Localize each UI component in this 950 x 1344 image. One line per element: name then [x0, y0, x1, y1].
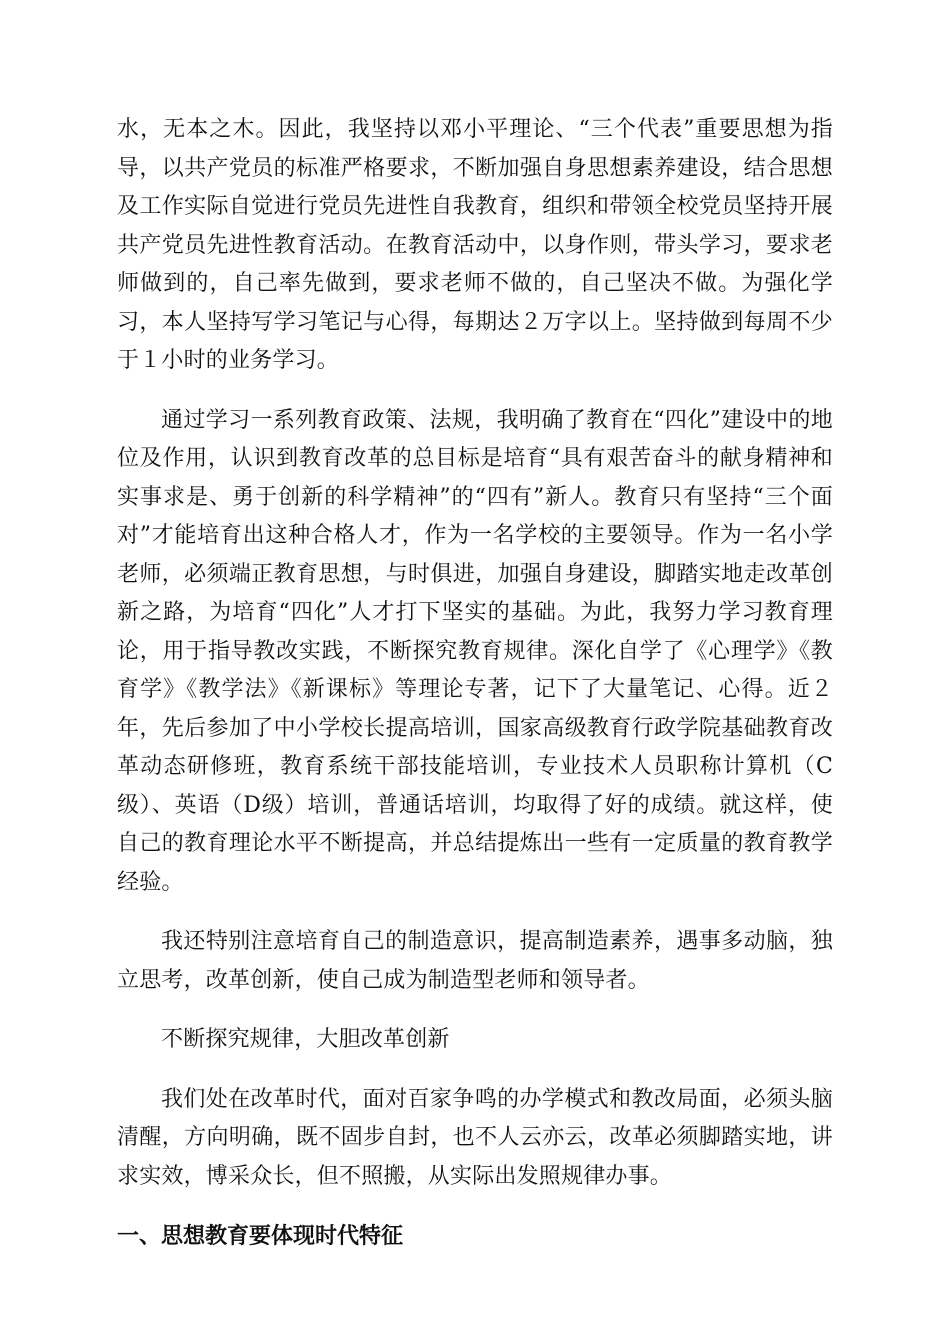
- paragraph-study-policies: 通过学习一系列教育政策、法规，我明确了教育在“四化”建设中的地位及作用，认识到教育改革的总目标是培育“具有艰苦奋斗的献身精神和实事求是、勇于创新的科学精神”的“四有”新人。教育只有坚持“三个面对”才能培育出这种合格人才，作为一名学校的主要领导。作为一名小学老师，必须端正教育思想，与时俱进，加强自身建设，脚踏实地走改革创新之路，为培育“四化”人才打下坚实的基础。为此，我努力学习教育理论，用于指导教改实践，不断探究教育规律。深化自学了《心理学》《教育学》《教学法》《新课标》等理论专著，记下了大量笔记、心得。近２年，先后参加了中小学校长提高培训，国家高级教育行政学院基础教育改革动态研修班，教育系统干部技能培训，专业技术人员职称计算机（C级）、英语（D级）培训，普通话培训，均取得了好的成绩。就这样，使自己的教育理论水平不断提高，并总结提炼出一些有一定质量的教育教学经验。: [117, 407, 833, 895]
- paragraph-continuation: 水，无本之木。因此，我坚持以邓小平理论、“三个代表”重要思想为指导，以共产党员的标准严格要求，不断加强自身思想素养建设，结合思想及工作实际自觉进行党员先进性自我教育，组织和带领全校党员坚持开展共产党员先进性教育活动。在教育活动中，以身作则，带头学习，要求老师做到的，自己率先做到，要求老师不做的，自己坚决不做。为强化学习，本人坚持写学习笔记与心得，每期达２万字以上。坚持做到每周不少于１小时的业务学习。: [117, 117, 833, 373]
- section-heading: 一、思想教育要体现时代特征: [117, 1224, 404, 1249]
- paragraph-creativity: 我还特别注意培育自己的制造意识，提高制造素养，遇事多动脑，独立思考，改革创新，使自己成为制造型老师和领导者。: [117, 929, 833, 993]
- document-body: [117, 111, 833, 1257]
- paragraph-subtitle: 不断探究规律，大胆改革创新: [161, 1027, 450, 1052]
- paragraph-reform-era: 我们处在改革时代，面对百家争鸣的办学模式和教改局面，必须头脑清醒，方向明确，既不固步自封，也不人云亦云，改革必须脚踏实地，讲求实效，博采众长，但不照搬，从实际出发照规律办事。: [117, 1086, 833, 1189]
